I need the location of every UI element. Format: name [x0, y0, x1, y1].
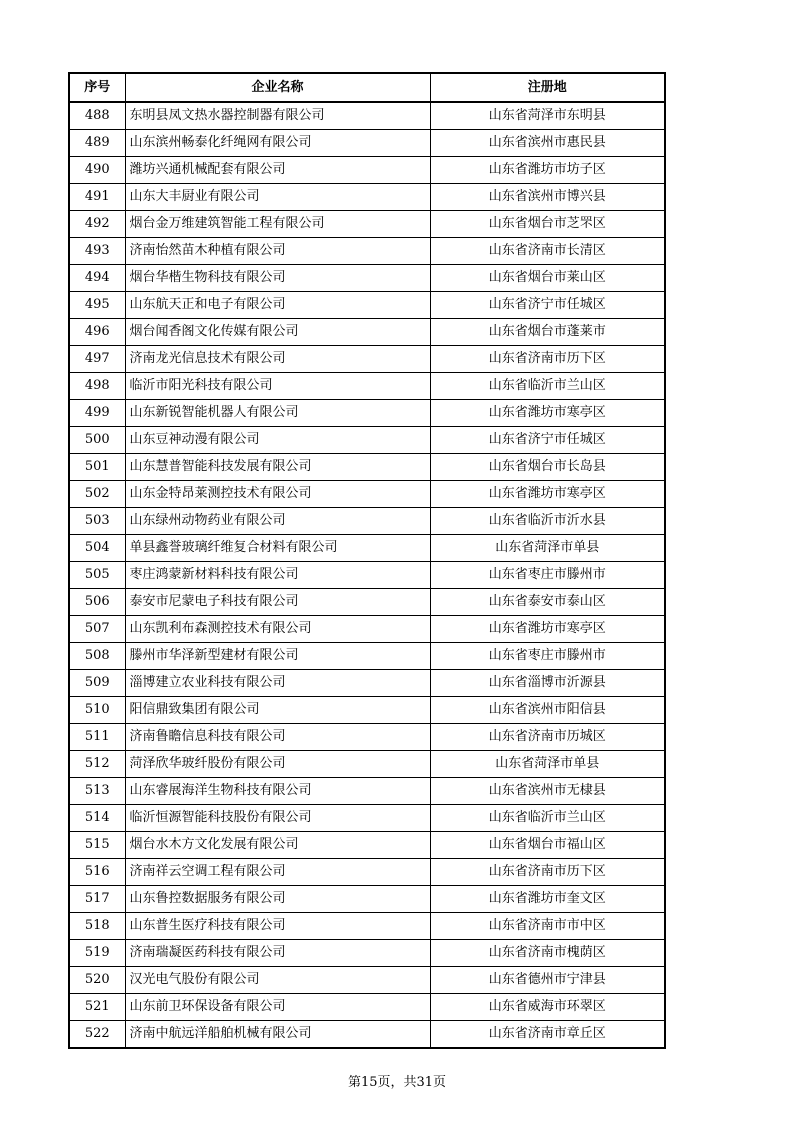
table-row — [69, 724, 665, 751]
company-name: 泰安市尼蒙电子科技有限公司 — [125, 589, 430, 616]
company-name: 单县鑫誉玻璃纤维复合材料有限公司 — [125, 535, 430, 562]
company-name: 山东睿展海洋生物科技有限公司 — [125, 778, 430, 805]
registered-place: 山东省烟台市芝罘区 — [430, 211, 665, 238]
registered-place: 山东省济南市历城区 — [430, 724, 665, 751]
row-number: 497 — [69, 346, 125, 373]
registered-place: 山东省枣庄市滕州市 — [430, 562, 665, 589]
registered-place: 山东省临沂市沂水县 — [430, 508, 665, 535]
company-name: 济南中航远洋船舶机械有限公司 — [125, 1021, 430, 1049]
company-name: 山东航天正和电子有限公司 — [125, 292, 430, 319]
company-name: 济南龙光信息技术有限公司 — [125, 346, 430, 373]
registered-place: 山东省济南市槐荫区 — [430, 940, 665, 967]
row-number: 488 — [69, 102, 125, 130]
registered-place: 山东省滨州市阳信县 — [430, 697, 665, 724]
table-row — [69, 859, 665, 886]
table-row — [69, 130, 665, 157]
table-row — [69, 697, 665, 724]
registered-place: 山东省烟台市长岛县 — [430, 454, 665, 481]
row-number: 489 — [69, 130, 125, 157]
company-name: 济南鲁瞻信息科技有限公司 — [125, 724, 430, 751]
row-number: 518 — [69, 913, 125, 940]
row-number: 511 — [69, 724, 125, 751]
row-number: 522 — [69, 1021, 125, 1049]
table-row — [69, 994, 665, 1021]
page-footer: 第15页，共31页 — [347, 1075, 447, 1090]
table-row — [69, 184, 665, 211]
table-row — [69, 805, 665, 832]
table-row — [69, 886, 665, 913]
registered-place: 山东省济南市章丘区 — [430, 1021, 665, 1049]
company-name: 汉光电气股份有限公司 — [125, 967, 430, 994]
company-name: 山东新锐智能机器人有限公司 — [125, 400, 430, 427]
table-row — [69, 265, 665, 292]
table-row — [69, 670, 665, 697]
company-name: 菏泽欣华玻纤股份有限公司 — [125, 751, 430, 778]
company-name: 烟台金万维建筑智能工程有限公司 — [125, 211, 430, 238]
header-name: 企业名称 — [125, 73, 430, 102]
row-number: 513 — [69, 778, 125, 805]
row-number: 514 — [69, 805, 125, 832]
registered-place: 山东省济南市历下区 — [430, 859, 665, 886]
registered-place: 山东省潍坊市坊子区 — [430, 157, 665, 184]
registered-place: 山东省滨州市惠民县 — [430, 130, 665, 157]
company-name: 烟台华楷生物科技有限公司 — [125, 265, 430, 292]
company-name: 枣庄鸿蒙新材料科技有限公司 — [125, 562, 430, 589]
table-row — [69, 157, 665, 184]
registered-place: 山东省滨州市博兴县 — [430, 184, 665, 211]
registered-place: 山东省滨州市无棣县 — [430, 778, 665, 805]
table-row — [69, 481, 665, 508]
registered-place: 山东省威海市环翠区 — [430, 994, 665, 1021]
registered-place: 山东省临沂市兰山区 — [430, 373, 665, 400]
table-body — [69, 102, 665, 1048]
company-name: 山东凯利布森测控技术有限公司 — [125, 616, 430, 643]
row-number: 498 — [69, 373, 125, 400]
registered-place: 山东省济南市历下区 — [430, 346, 665, 373]
company-name: 济南怡然苗木种植有限公司 — [125, 238, 430, 265]
row-number: 506 — [69, 589, 125, 616]
company-name: 阳信鼎致集团有限公司 — [125, 697, 430, 724]
row-number: 502 — [69, 481, 125, 508]
row-number: 501 — [69, 454, 125, 481]
company-name: 临沂市阳光科技有限公司 — [125, 373, 430, 400]
registered-place: 山东省济南市市中区 — [430, 913, 665, 940]
registered-place: 山东省济宁市任城区 — [430, 292, 665, 319]
table-row — [69, 913, 665, 940]
row-number: 510 — [69, 697, 125, 724]
registered-place: 山东省潍坊市寒亭区 — [430, 616, 665, 643]
row-number: 491 — [69, 184, 125, 211]
table-row — [69, 427, 665, 454]
registered-place: 山东省枣庄市滕州市 — [430, 643, 665, 670]
table-row — [69, 643, 665, 670]
table-row — [69, 589, 665, 616]
registered-place: 山东省潍坊市奎文区 — [430, 886, 665, 913]
table-row — [69, 778, 665, 805]
table-row — [69, 102, 665, 130]
company-name: 山东前卫环保设备有限公司 — [125, 994, 430, 1021]
row-number: 516 — [69, 859, 125, 886]
registered-place: 山东省菏泽市单县 — [430, 535, 665, 562]
company-name: 山东慧普智能科技发展有限公司 — [125, 454, 430, 481]
company-name: 济南祥云空调工程有限公司 — [125, 859, 430, 886]
company-name: 山东豆神动漫有限公司 — [125, 427, 430, 454]
company-name: 山东普生医疗科技有限公司 — [125, 913, 430, 940]
registered-place: 山东省淄博市沂源县 — [430, 670, 665, 697]
company-name: 淄博建立农业科技有限公司 — [125, 670, 430, 697]
registered-place: 山东省济南市长清区 — [430, 238, 665, 265]
table-row — [69, 616, 665, 643]
table-row — [69, 508, 665, 535]
registered-place: 山东省潍坊市寒亭区 — [430, 400, 665, 427]
row-number: 509 — [69, 670, 125, 697]
table-row — [69, 292, 665, 319]
table-row — [69, 454, 665, 481]
company-name: 山东滨州畅泰化纤绳网有限公司 — [125, 130, 430, 157]
table-row — [69, 562, 665, 589]
row-number: 499 — [69, 400, 125, 427]
registered-place: 山东省烟台市蓬莱市 — [430, 319, 665, 346]
table-row — [69, 832, 665, 859]
row-number: 492 — [69, 211, 125, 238]
company-name: 济南瑞凝医药科技有限公司 — [125, 940, 430, 967]
company-name: 东明县凤文热水器控制器有限公司 — [125, 102, 430, 130]
row-number: 500 — [69, 427, 125, 454]
company-name: 烟台水木方文化发展有限公司 — [125, 832, 430, 859]
registered-place: 山东省临沂市兰山区 — [430, 805, 665, 832]
company-name: 山东鲁控数据服务有限公司 — [125, 886, 430, 913]
table-row — [69, 346, 665, 373]
registered-place: 山东省烟台市莱山区 — [430, 265, 665, 292]
row-number: 520 — [69, 967, 125, 994]
row-number: 505 — [69, 562, 125, 589]
table-row — [69, 211, 665, 238]
registered-place: 山东省济宁市任城区 — [430, 427, 665, 454]
row-number: 494 — [69, 265, 125, 292]
table-row — [69, 751, 665, 778]
registered-place: 山东省德州市宁津县 — [430, 967, 665, 994]
table-row — [69, 373, 665, 400]
row-number: 517 — [69, 886, 125, 913]
registered-place: 山东省泰安市泰山区 — [430, 589, 665, 616]
company-name: 山东大丰厨业有限公司 — [125, 184, 430, 211]
row-number: 504 — [69, 535, 125, 562]
table-row — [69, 535, 665, 562]
enterprise-table — [68, 72, 666, 1049]
company-name: 山东绿州动物药业有限公司 — [125, 508, 430, 535]
row-number: 512 — [69, 751, 125, 778]
row-number: 519 — [69, 940, 125, 967]
table-row — [69, 1021, 665, 1049]
row-number: 515 — [69, 832, 125, 859]
table-header-row — [69, 73, 665, 102]
company-name: 滕州市华泽新型建材有限公司 — [125, 643, 430, 670]
row-number: 493 — [69, 238, 125, 265]
row-number: 521 — [69, 994, 125, 1021]
table-row — [69, 940, 665, 967]
table-row — [69, 238, 665, 265]
registered-place: 山东省烟台市福山区 — [430, 832, 665, 859]
registered-place: 山东省菏泽市东明县 — [430, 102, 665, 130]
row-number: 496 — [69, 319, 125, 346]
registered-place: 山东省潍坊市寒亭区 — [430, 481, 665, 508]
table-row — [69, 967, 665, 994]
table-row — [69, 400, 665, 427]
row-number: 508 — [69, 643, 125, 670]
row-number: 495 — [69, 292, 125, 319]
row-number: 507 — [69, 616, 125, 643]
company-name: 烟台闻香阁文化传媒有限公司 — [125, 319, 430, 346]
row-number: 490 — [69, 157, 125, 184]
header-registered: 注册地 — [430, 73, 665, 102]
company-name: 山东金特昂莱测控技术有限公司 — [125, 481, 430, 508]
company-name: 临沂恒源智能科技股份有限公司 — [125, 805, 430, 832]
header-no: 序号 — [69, 73, 125, 102]
company-name: 潍坊兴通机械配套有限公司 — [125, 157, 430, 184]
registered-place: 山东省菏泽市单县 — [430, 751, 665, 778]
table-row — [69, 319, 665, 346]
row-number: 503 — [69, 508, 125, 535]
